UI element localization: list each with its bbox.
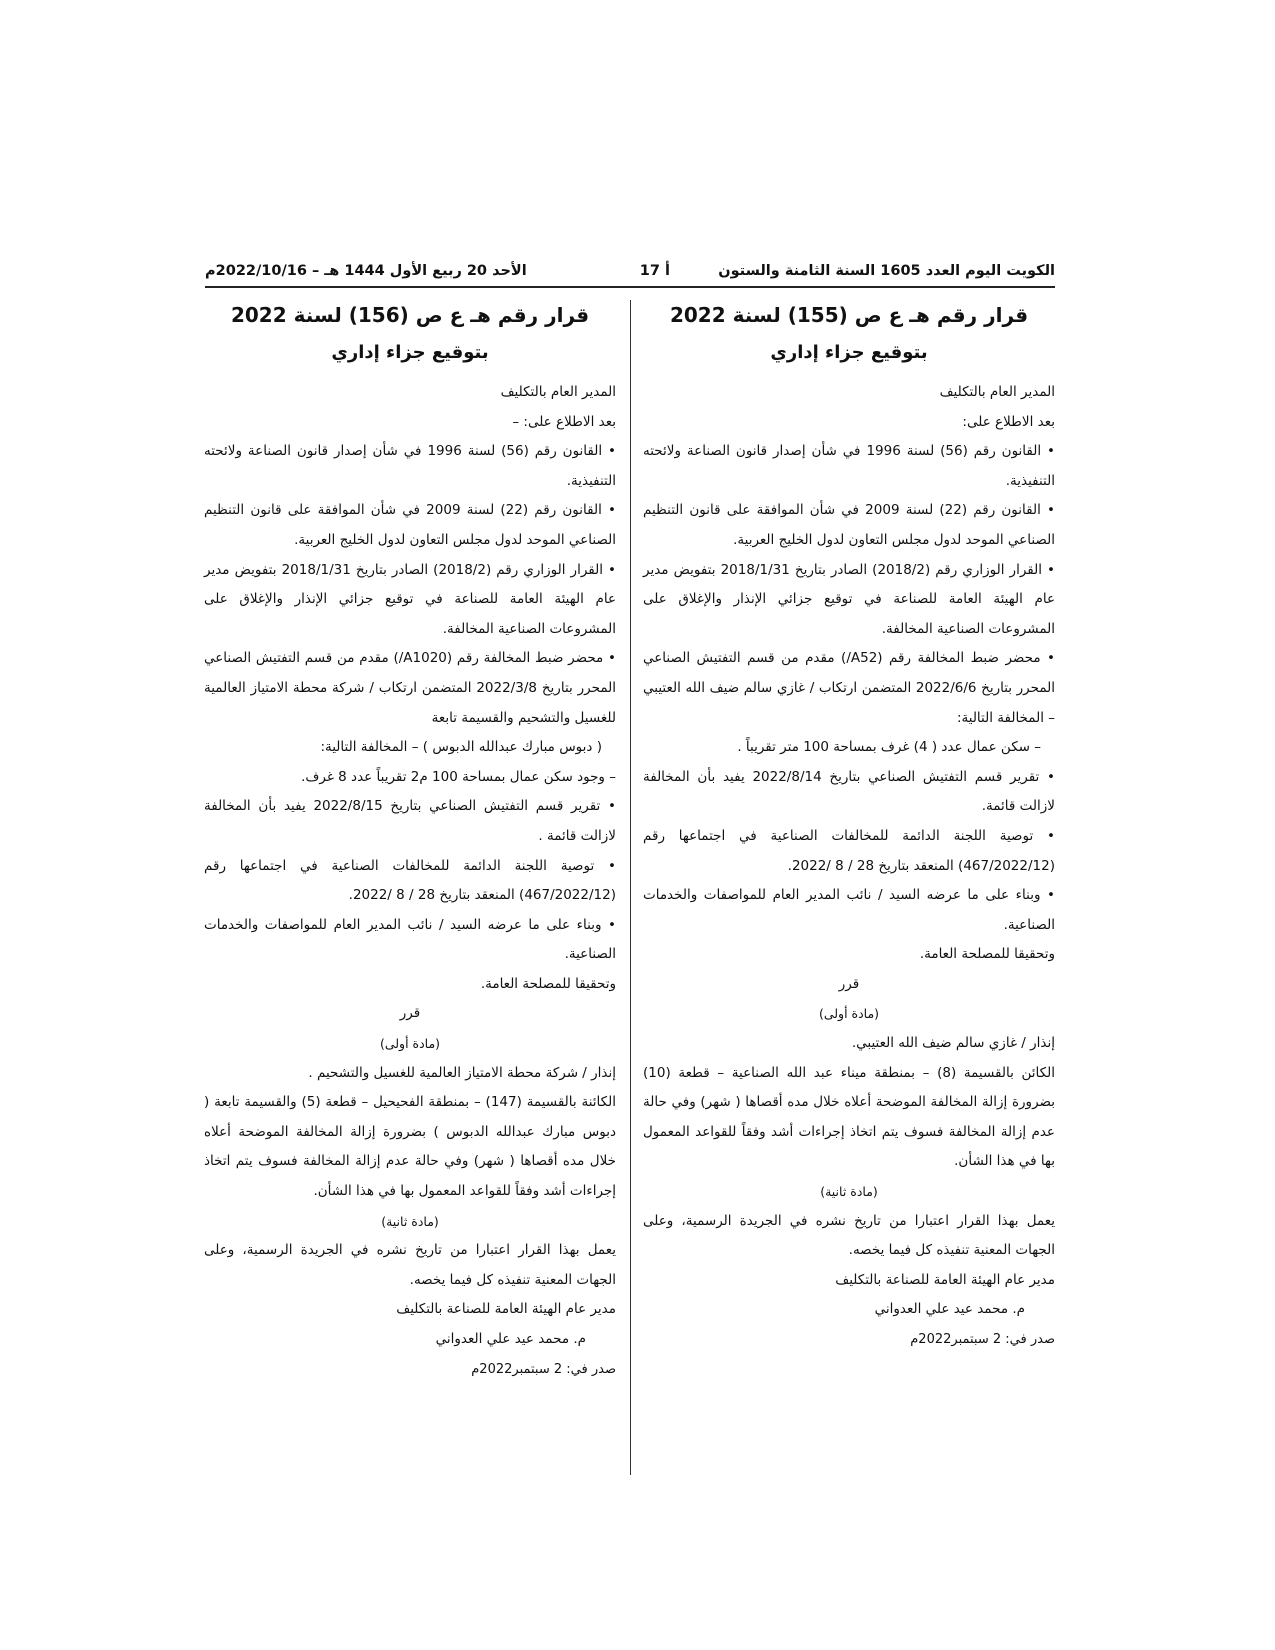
decision-155-ref-inspection-report: • تقرير قسم التفتيش الصناعي بتاريخ 2022/8/14 يفيد بأن المخالفة لازالت قائمة. (643, 768, 1055, 815)
decision-156-issuer: المدير العام بالتكليف (500, 384, 616, 400)
decision-156-article-1-text: الكائنة بالقسيمة (147) – بمنطقة الفحيحيل – قطعة (5) والقسيمة تابعة ( دبوس مبارك عبدالله الدبوس ) بضرورة إزالة المخالفة الموضحة أعلاه خلال مده أقصاها ( شهر) وفي حالة عدم إزالة المخالفة فسوف يتم اتخاذ إجراءات أشد وفقاً للقواعد المعمول بها في هذا الشأن. (204, 1094, 616, 1200)
decision-156-ref-inspection-report: • تقرير قسم التفتيش الصناعي بتاريخ 2022/8/15 يفيد بأن المخالفة لازالت قائمة . (204, 798, 616, 844)
decision-156-violation-item: – وجود سكن عمال بمساحة 100 م2 تقريباً عدد 8 غرف. (301, 768, 616, 785)
decision-156-ref-ministerial: • القرار الوزاري رقم (2018/2) الصادر بتاريخ 2018/1/31 بتفويض مدير عام الهيئة العامة للصناعة في توقيع جزائي الإنذار والإغلاق على المشروعات الصناعية المخالفة. (204, 561, 616, 637)
column-divider (630, 300, 631, 1475)
page-header (205, 258, 1055, 284)
decision-156-article-2-heading: (مادة ثانية) (381, 1213, 439, 1229)
decision-155-ref-committee: • توصية اللجنة الدائمة للمخالفات الصناعية في اجتماعها رقم (467/2022/12) المنعقد بتاريخ 28 / 8 /2022. (643, 827, 1055, 874)
decision-156-article-1-heading: (مادة أولى) (379, 1036, 441, 1052)
decision-155-ref-law-22: • القانون رقم (22) لسنة 2009 في شأن الموافقة على قانون التنظيم الصناعي الموحد لدول مجلس التعاون لدول الخليج العربية. (643, 502, 1055, 548)
decision-155-ref-violation-report: • محضر ضبط المخالفة رقم (A52/) مقدم من قسم التفتيش الصناعي المحرر بتاريخ 2022/6/6 المتضمن ارتكاب / غازي سالم ضيف الله العتيبي – المخالفة التالية: (643, 650, 1055, 726)
decision-156-column (204, 298, 616, 1384)
decision-156-public-interest: وتحقيقا للمصلحة العامة. (480, 975, 616, 992)
decision-155-signature-title: مدير عام الهيئة العامة للصناعة بالتكليف (835, 1271, 1055, 1288)
header-rule (205, 286, 1055, 288)
decision-156-ref-committee: • توصية اللجنة الدائمة للمخالفات الصناعية في اجتماعها رقم (467/2022/12) المنعقد بتاريخ 28 / 8 /2022. (204, 857, 616, 904)
decision-155-ref-deputy: • وبناء على ما عرضه السيد / نائب المدير العام للمواصفات والخدمات الصناعية. (643, 887, 1055, 933)
decision-155-issue-date: صدر في: 2 سبتمبر2022م (910, 1332, 1055, 1347)
decision-156-signature-title: مدير عام الهيئة العامة للصناعة بالتكليف (396, 1301, 616, 1318)
decision-155-decided: قرر (838, 975, 860, 992)
decision-155-ref-ministerial: • القرار الوزاري رقم (2018/2) الصادر بتاريخ 2018/1/31 بتفويض مدير عام الهيئة العامة للصناعة في توقيع جزائي الإنذار والإغلاق على المشروعات الصناعية المخالفة. (643, 561, 1055, 637)
decision-156-ref-deputy: • وبناء على ما عرضه السيد / نائب المدير العام للمواصفات والخدمات الصناعية. (204, 916, 616, 963)
header-page-number: أ 17 (639, 263, 670, 279)
decision-155-preamble: بعد الاطلاع على: (962, 413, 1055, 430)
decision-155-violation-item: – سكن عمال عدد ( 4) غرف بمساحة 100 متر تقريباً . (737, 739, 1041, 756)
decision-155-ref-law-56: • القانون رقم (56) لسنة 1996 في شأن إصدار قانون الصناعة ولائحته التنفيذية. (643, 443, 1055, 489)
decision-156-warning: إنذار / شركة محطة الامتياز العالمية للغسيل والتشحيم . (308, 1064, 616, 1081)
decision-156-decided: قرر (399, 1005, 421, 1022)
decision-156-issue-date: صدر في: 2 سبتمبر2022م (471, 1361, 616, 1377)
decision-156-preamble: بعد الاطلاع على: – (512, 413, 616, 430)
decision-156-ref-violation-report: • محضر ضبط المخالفة رقم (A1020/) مقدم من قسم التفتيش الصناعي المحرر بتاريخ 2022/3/8 المتضمن ارتكاب / شركة محطة الامتياز العالمية للغسيل والتشحيم والقسيمة تابعة (204, 650, 616, 726)
decision-155-subtitle: بتوقيع جزاء إداري (770, 342, 928, 363)
decision-155-issuer: المدير العام بالتكليف (939, 384, 1055, 400)
decision-156-ref-law-56: • القانون رقم (56) لسنة 1996 في شأن إصدار قانون الصناعة ولائحته التنفيذية. (204, 443, 616, 489)
decision-155-signature-name: م. محمد عيد علي العدواني (874, 1301, 1025, 1318)
decision-155-article-1-text: الكائن بالقسيمة (8) – بمنطقة ميناء عبد الله الصناعية – قطعة (10) بضرورة إزالة المخالفة الموضحة أعلاه خلال مده أقصاها ( شهر) وفي حالة عدم إزالة المخالفة فسوف يتم اتخاذ إجراءات أشد وفقاً للقواعد المعمول بها في هذا الشأن. (643, 1064, 1055, 1170)
decision-156-owner: ( دبوس مبارك عبدالله الدبوس ) – المخالفة التالية: (320, 739, 602, 756)
header-date: الأحد 20 ربيع الأول 1444 هـ – 2022/10/16م (205, 263, 527, 279)
decision-156-article-2-text: يعمل بهذا القرار اعتبارا من تاريخ نشره في الجريدة الرسمية، وعلى الجهات المعنية تنفيذه كل فيما يخصه. (204, 1242, 616, 1288)
decision-155-article-1-heading: (مادة أولى) (818, 1006, 880, 1022)
decision-156-ref-law-22: • القانون رقم (22) لسنة 2009 في شأن الموافقة على قانون التنظيم الصناعي الموحد لدول مجلس التعاون لدول الخليج العربية. (204, 502, 616, 548)
decision-155-title: قرار رقم هـ ع ص (155) لسنة 2022 (669, 303, 1029, 327)
decision-156-signature-name: م. محمد عيد علي العدواني (435, 1331, 586, 1347)
decision-156-subtitle: بتوقيع جزاء إداري (331, 342, 489, 363)
decision-155-warning: إنذار / غازي سالم ضيف الله العتيبي. (851, 1035, 1055, 1052)
decision-155-column (643, 298, 1055, 1355)
decision-156-title: قرار رقم هـ ع ص (156) لسنة 2022 (230, 303, 590, 327)
header-issue-info: الكويت اليوم العدد 1605 السنة الثامنة والستون (718, 263, 1055, 279)
decision-155-article-2-text: يعمل بهذا القرار اعتبارا من تاريخ نشره في الجريدة الرسمية، وعلى الجهات المعنية تنفيذه كل فيما يخصه. (643, 1212, 1055, 1259)
decision-155-public-interest: وتحقيقا للمصلحة العامة. (919, 946, 1055, 963)
decision-155-article-2-heading: (مادة ثانية) (820, 1184, 878, 1200)
